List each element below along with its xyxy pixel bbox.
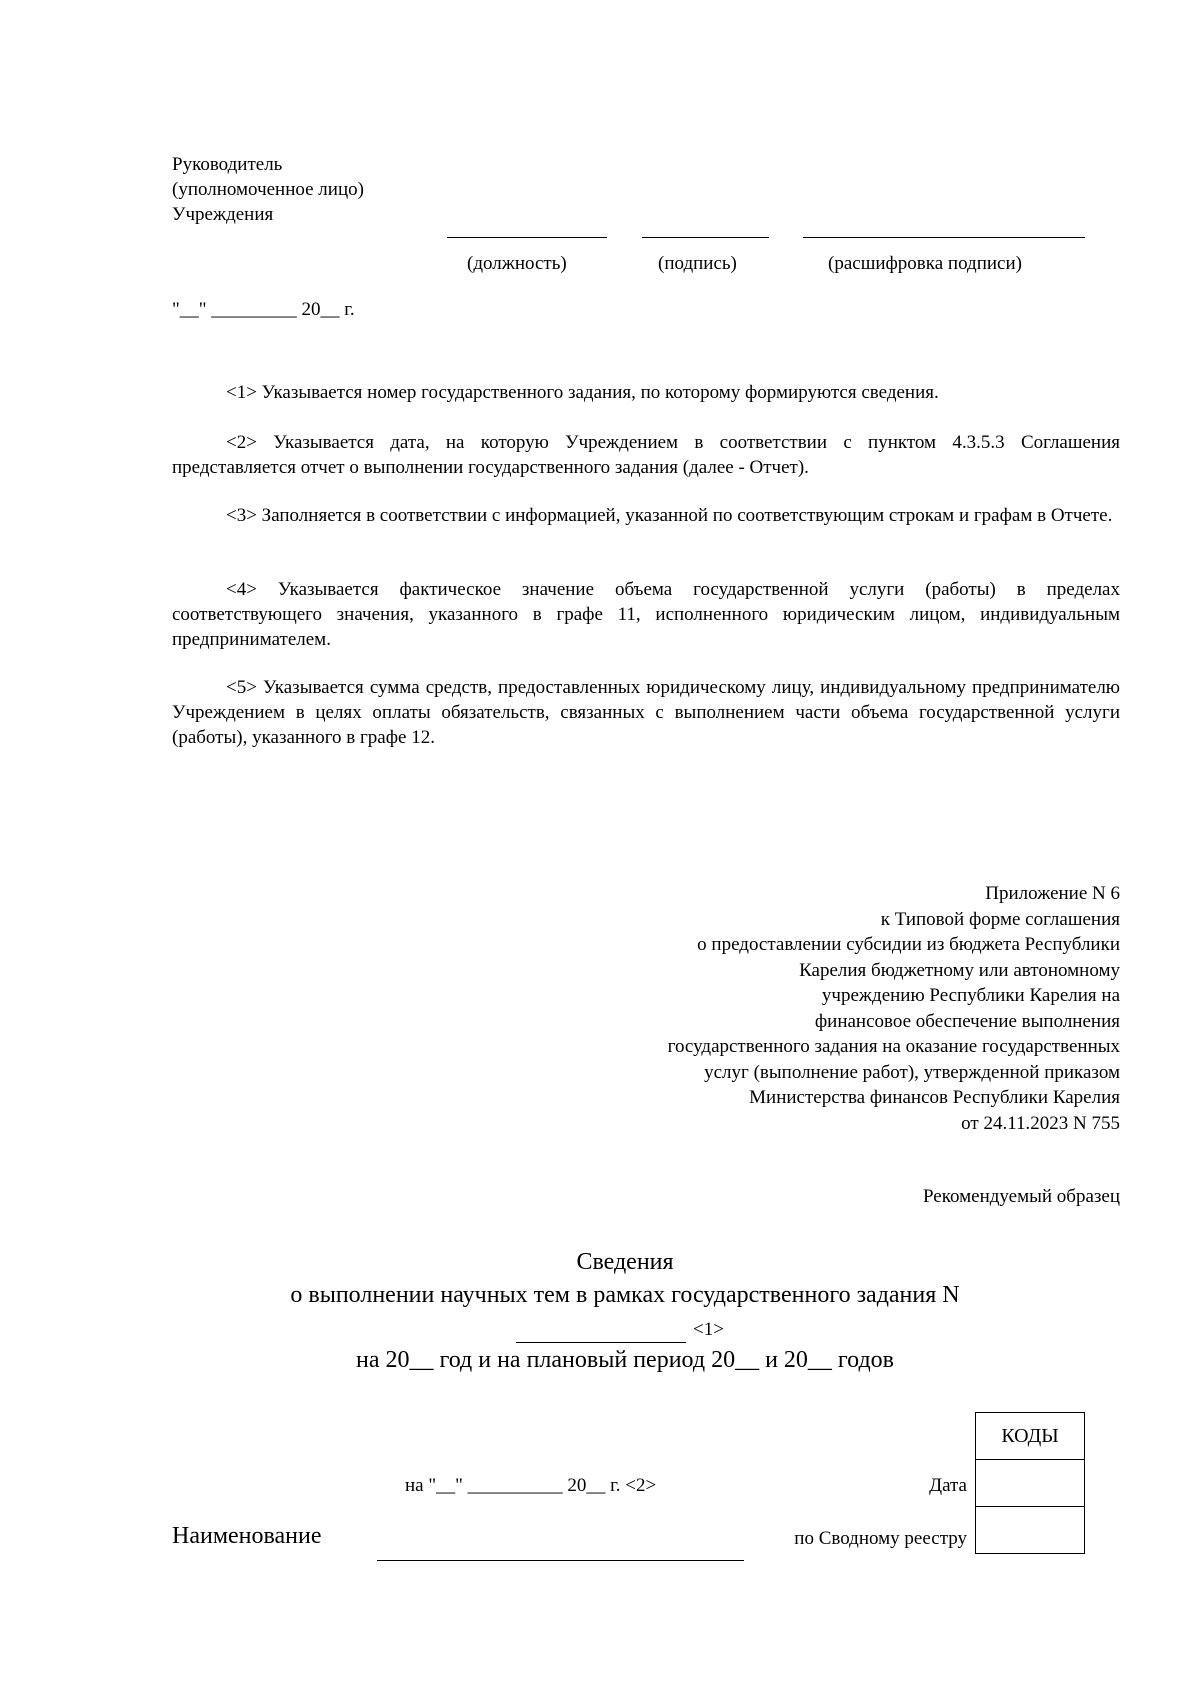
footnote-2: <2> Указывается дата, на которую Учреждением в соответствии с пунктом 4.3.5.3 Соглашения представляется отчет о выполнении государственного задания (далее - Отчет). <box>172 432 1120 478</box>
footnote-3: <3> Заполняется в соответствии с информацией, указанной по соответствующим строкам и графам в Отчете. <box>226 505 1113 526</box>
reporting-period: на 20__ год и на плановый период 20__ и 20__ годов <box>355 1347 895 1373</box>
appendix-line: Карелия бюджетному или автономному <box>799 959 1120 981</box>
appendix-line: к Типовой форме соглашения <box>880 908 1120 930</box>
appendix-line: услуг (выполнение работ), утвержденной приказом <box>704 1061 1120 1083</box>
date-label: Дата <box>929 1475 967 1496</box>
signature-date-line: "__" _________ 20__ г. <box>172 299 355 320</box>
date-code-cell <box>976 1460 1085 1507</box>
name-label: Наименование <box>172 1523 322 1549</box>
registry-label: по Сводному реестру <box>794 1528 967 1549</box>
appendix-line: Приложение N 6 <box>985 883 1120 904</box>
appendix-line: учреждению Республики Карелия на <box>821 985 1120 1006</box>
footnote-4: <4> Указывается фактическое значение объема государственной услуги (работы) в пределах соответствующего значения, указанного в графе 11, исполненного юридическим лицом, индивидуальным предпринимателем. <box>172 579 1120 650</box>
recommended-sample-note: Рекомендуемый образец <box>922 1186 1120 1207</box>
signer-title-line: (уполномоченное лицо) <box>172 179 364 200</box>
appendix-reference-block <box>668 881 1120 1136</box>
signature-blank-line <box>642 237 769 238</box>
signature-caption: (подпись) <box>658 253 737 274</box>
footnote-ref-1: <1> <box>693 1319 724 1340</box>
registry-code-cell <box>976 1507 1085 1554</box>
appendix-line: финансовое обеспечение выполнения <box>814 1010 1120 1032</box>
signer-title-block <box>172 152 364 227</box>
appendix-line: о предоставлении субсидии из бюджета Республики <box>697 934 1120 955</box>
report-date-line: на "__" __________ 20__ г. <2> <box>405 1475 657 1496</box>
task-number-blank-line <box>516 1342 686 1343</box>
codes-table <box>975 1412 1085 1554</box>
name-blank-line <box>377 1560 744 1561</box>
appendix-line: государственного задания на оказание государственных <box>667 1036 1120 1057</box>
decoding-caption: (расшифровка подписи) <box>828 253 1022 274</box>
codes-header: КОДЫ <box>976 1413 1085 1460</box>
position-caption: (должность) <box>467 253 567 274</box>
footnote-5: <5> Указывается сумма средств, предоставленных юридическому лицу, индивидуальному предпринимателю Учреждением в целях оплаты обязательств, связанных с выполнением части объема государственной услуги (работы), указанного в графе 12. <box>172 677 1120 748</box>
appendix-line: Министерства финансов Республики Карелия <box>749 1087 1120 1108</box>
form-title: Сведения <box>576 1249 674 1275</box>
signer-title-line: Учреждения <box>172 204 274 225</box>
footnote-1: <1> Указывается номер государственного задания, по которому формируются сведения. <box>226 382 939 403</box>
position-blank-line <box>447 237 607 238</box>
signer-title-line: Руководитель <box>172 154 283 175</box>
form-subtitle: о выполнении научных тем в рамках государственного задания N <box>290 1282 960 1308</box>
appendix-line: от 24.11.2023 N 755 <box>961 1112 1120 1134</box>
decoding-blank-line <box>803 237 1085 238</box>
